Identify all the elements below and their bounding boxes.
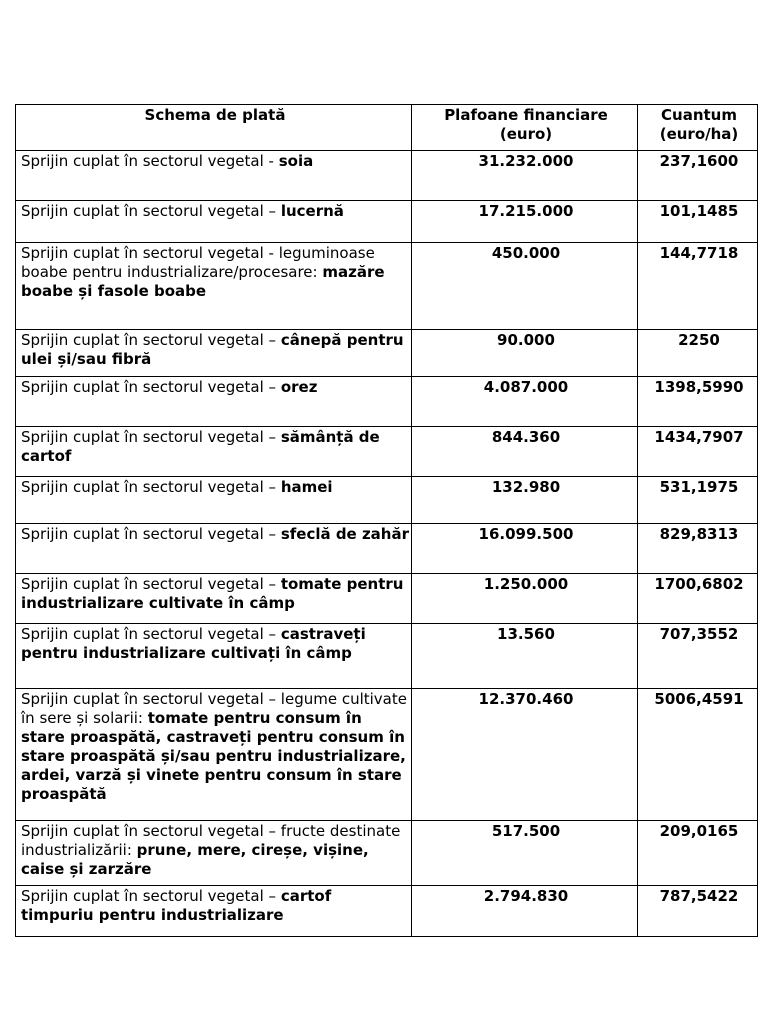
crop-name: tomate pentru industrializare cultivate în câmp	[21, 575, 404, 612]
cell-plafon: 844.360	[412, 427, 638, 477]
cell-schema	[16, 243, 412, 330]
cell-schema	[16, 524, 412, 574]
schema-text: Sprijin cuplat în sectorul vegetal –	[21, 331, 281, 349]
cell-cuantum: 237,1600	[638, 151, 758, 201]
cell-schema	[16, 624, 412, 689]
schema-text: Sprijin cuplat în sectorul vegetal –	[21, 887, 281, 905]
cell-plafon: 31.232.000	[412, 151, 638, 201]
schema-text: Sprijin cuplat în sectorul vegetal –	[21, 575, 281, 593]
cell-cuantum: 2250	[638, 330, 758, 377]
cell-cuantum: 1398,5990	[638, 377, 758, 427]
table-row	[16, 427, 758, 477]
cell-cuantum: 787,5422	[638, 886, 758, 937]
cell-cuantum: 209,0165	[638, 821, 758, 886]
cell-cuantum: 101,1485	[638, 201, 758, 243]
cell-cuantum: 1700,6802	[638, 574, 758, 624]
cell-plafon: 1.250.000	[412, 574, 638, 624]
schema-text: Sprijin cuplat în sectorul vegetal –	[21, 428, 281, 446]
schema-text: Sprijin cuplat în sectorul vegetal –	[21, 525, 281, 543]
cell-cuantum: 707,3552	[638, 624, 758, 689]
crop-name: tomate pentru consum în stare proaspătă, castraveți pentru consum în stare proaspătă și/sau pentru industrializare, ardei, varză și vinete pentru consum în stare proaspătă	[21, 709, 406, 803]
cell-schema	[16, 821, 412, 886]
cell-schema	[16, 330, 412, 377]
cell-schema	[16, 477, 412, 524]
table-row	[16, 574, 758, 624]
cell-cuantum: 829,8313	[638, 524, 758, 574]
payment-scheme-table	[15, 104, 758, 937]
table-row	[16, 821, 758, 886]
crop-name: sfeclă de zahăr	[280, 525, 410, 543]
schema-text: Sprijin cuplat în sectorul vegetal –	[21, 625, 281, 643]
schema-text: Sprijin cuplat în sectorul vegetal - leguminoase boabe pentru industrializare/procesare:	[21, 244, 375, 281]
cell-plafon: 16.099.500	[412, 524, 638, 574]
cell-schema	[16, 151, 412, 201]
cell-cuantum: 531,1975	[638, 477, 758, 524]
crop-name: mazăre boabe și fasole boabe	[21, 263, 385, 300]
cell-plafon: 17.215.000	[412, 201, 638, 243]
cell-schema	[16, 689, 412, 821]
table-row	[16, 377, 758, 427]
crop-name: prune, mere, cireșe, vișine, caise și zarzăre	[21, 841, 369, 878]
header-schema: Schema de plată	[16, 105, 412, 151]
cell-cuantum: 5006,4591	[638, 689, 758, 821]
cell-plafon: 13.560	[412, 624, 638, 689]
table-row	[16, 330, 758, 377]
crop-name: lucernă	[280, 202, 344, 220]
schema-text: Sprijin cuplat în sectorul vegetal -	[21, 152, 279, 170]
crop-name: sămânță de cartof	[21, 428, 380, 465]
header-plafoane: Plafoane financiare (euro)	[412, 105, 638, 151]
crop-name: hamei	[280, 478, 333, 496]
table-row	[16, 624, 758, 689]
cell-cuantum: 1434,7907	[638, 427, 758, 477]
schema-text: Sprijin cuplat în sectorul vegetal –	[21, 378, 281, 396]
cell-plafon: 2.794.830	[412, 886, 638, 937]
crop-name: cânepă pentru ulei și/sau fibră	[21, 331, 404, 368]
cell-plafon: 450.000	[412, 243, 638, 330]
crop-name: orez	[280, 378, 318, 396]
cell-schema	[16, 886, 412, 937]
cell-plafon: 517.500	[412, 821, 638, 886]
cell-plafon: 4.087.000	[412, 377, 638, 427]
cell-plafon: 132.980	[412, 477, 638, 524]
schema-text: Sprijin cuplat în sectorul vegetal – fructe destinate industrializării:	[21, 822, 401, 859]
table-header-row	[16, 105, 758, 151]
cell-schema	[16, 427, 412, 477]
crop-name: soia	[278, 152, 314, 170]
table-row	[16, 689, 758, 821]
crop-name: castraveți pentru industrializare cultivați în câmp	[21, 625, 366, 662]
cell-plafon: 90.000	[412, 330, 638, 377]
table-row	[16, 243, 758, 330]
table-row	[16, 886, 758, 937]
cell-cuantum: 144,7718	[638, 243, 758, 330]
cell-schema	[16, 574, 412, 624]
schema-text: Sprijin cuplat în sectorul vegetal –	[21, 202, 281, 220]
table-row	[16, 151, 758, 201]
crop-name: cartof timpuriu pentru industrializare	[21, 887, 332, 924]
cell-schema	[16, 201, 412, 243]
cell-schema	[16, 377, 412, 427]
schema-text: Sprijin cuplat în sectorul vegetal – legume cultivate în sere și solarii:	[21, 690, 407, 727]
table-row	[16, 524, 758, 574]
table-row	[16, 477, 758, 524]
header-cuantum: Cuantum (euro/ha)	[638, 105, 758, 151]
cell-plafon: 12.370.460	[412, 689, 638, 821]
schema-text: Sprijin cuplat în sectorul vegetal –	[21, 478, 281, 496]
table-row	[16, 201, 758, 243]
